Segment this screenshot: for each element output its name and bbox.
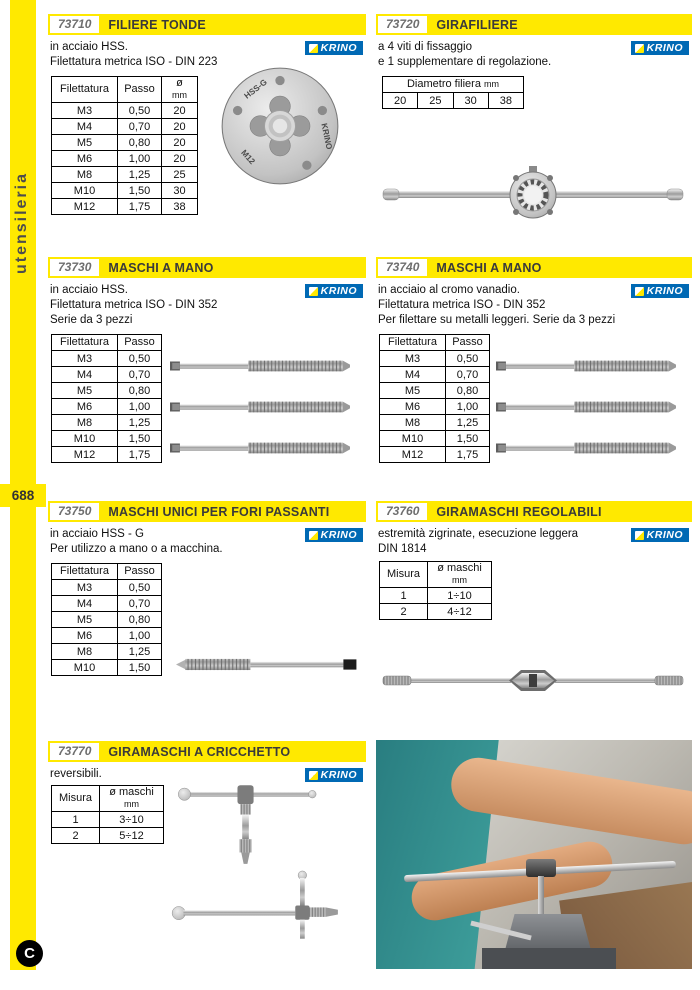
krino-logo [631,528,689,542]
product-card-73710 [48,14,366,246]
table-row [380,604,492,620]
table-cell: 0,80 [118,383,162,399]
krino-icon [309,44,318,53]
table-cell: M10 [52,183,118,199]
table-row [380,399,490,415]
table-cell: 1,75 [118,447,162,463]
table-cell: 20 [162,119,198,135]
product-title: FILIERE TONDE [108,17,206,32]
table-row [52,351,162,367]
product-description [50,40,217,70]
table-row [52,431,162,447]
table-cell: M12 [52,447,118,463]
table-row [52,199,198,215]
col-filettatura: Filettatura [52,77,118,103]
table-cell: 1,75 [118,199,162,215]
table-cell: M10 [52,660,118,676]
table-cell: 1,50 [118,431,162,447]
table-cell: 3÷10 [100,812,164,828]
description-line: in acciaio HSS - G [50,528,144,540]
krino-wordmark: KRINO [646,285,683,297]
table-row [52,367,162,383]
table-cell: M3 [380,351,446,367]
product-code: 73770 [50,743,99,760]
table-cell: M10 [52,431,118,447]
product-code: 73750 [50,503,99,520]
table-cell: 0,70 [118,367,162,383]
product-header [48,257,366,278]
table-cell: 0,50 [118,103,162,119]
table-row [380,431,490,447]
product-header [376,501,692,522]
table-cell: 20 [162,103,198,119]
table-cell: 0,70 [118,119,162,135]
krino-logo [305,284,363,298]
table-cell: M4 [52,367,118,383]
description-line: Filettatura metrica ISO - DIN 223 [50,56,218,68]
krino-wordmark: KRINO [320,285,357,297]
table-cell: M3 [52,580,118,596]
description-line: DIN 1814 [378,543,427,555]
table-cell: 1,00 [118,151,162,167]
table-cell: 2 [380,604,428,620]
col-misura: Misura [52,786,100,812]
col-passo: Passo [118,77,162,103]
col-filettatura: Filettatura [380,335,446,351]
publisher-logo-letter: C [24,945,35,962]
table-cell: M5 [52,612,118,628]
table-cell: M5 [52,383,118,399]
table-cell: 38 [488,93,523,109]
table-cell: 1,50 [118,660,162,676]
table-cell: 20 [162,151,198,167]
publisher-logo [16,940,43,967]
product-header [376,14,692,35]
description-line: e 1 supplementare di regolazione. [378,56,552,68]
product-card-73750 [48,501,366,729]
col-misura: Misura [380,562,428,588]
die-marking-size: M12 [239,148,257,167]
table-cell: M4 [380,367,446,383]
table-cell: 0,50 [446,351,490,367]
krino-icon [635,531,644,540]
description-line: Filettatura metrica ISO - DIN 352 [378,299,546,311]
table-row [52,447,162,463]
table-row [52,628,162,644]
table-cell: 1,25 [446,415,490,431]
table-cell: M3 [52,351,118,367]
krino-logo [631,284,689,298]
table-cell: M10 [380,431,446,447]
table-cell: M4 [52,119,118,135]
table-row [52,828,164,844]
table-row [52,103,198,119]
spec-table [379,334,490,463]
col-passo: Passo [446,335,490,351]
product-card-73720 [376,14,692,246]
table-cell: 1,00 [118,628,162,644]
table-row [52,399,162,415]
table-cell: 0,70 [446,367,490,383]
description-line: in acciaio HSS. [50,284,128,296]
sidebar-category-label: utensileria [13,172,30,275]
table-cell: 5÷12 [100,828,164,844]
table-cell: 2 [52,828,100,844]
product-description [50,527,223,557]
photo-vise-base [482,948,616,969]
table-row [52,812,164,828]
table-row [383,93,524,109]
description-line: Filettatura metrica ISO - DIN 352 [50,299,218,311]
page-number: 688 [11,488,35,503]
product-code: 73760 [378,503,427,520]
table-cell: M12 [52,199,118,215]
product-card-73760 [376,501,692,729]
product-code: 73740 [378,259,427,276]
table-row [380,367,490,383]
tap-illustration [486,439,686,457]
col-filettatura: Filettatura [52,564,118,580]
product-header [48,741,366,762]
krino-icon [309,531,318,540]
tap-illustration [486,357,686,375]
krino-icon [635,287,644,296]
table-cell: M5 [52,135,118,151]
description-line: Serie da 3 pezzi [50,314,133,326]
table-cell: M4 [52,596,118,612]
table-cell: 20 [383,93,418,109]
product-description [378,283,615,328]
spec-table [51,334,162,463]
krino-wordmark: KRINO [320,529,357,541]
col-passo: Passo [118,564,162,580]
description-line: in acciaio al cromo vanadio. [378,284,520,296]
product-title: MASCHI UNICI PER FORI PASSANTI [108,504,330,519]
product-description [50,283,217,328]
table-cell: 1 [380,588,428,604]
krino-logo [305,528,363,542]
table-row [52,183,198,199]
col-diametro-maschi: ø maschi mm [100,786,164,812]
die-marking-brand: KRINO [319,122,334,151]
table-row [52,644,162,660]
table-cell: 0,80 [118,612,162,628]
photo-tap-wrench-chuck [526,859,556,877]
table-cell: M12 [380,447,446,463]
krino-wordmark: KRINO [646,42,683,54]
table-cell: M5 [380,383,446,399]
table-cell: 4÷12 [428,604,492,620]
table-header-row [52,564,162,580]
table-header-row [52,786,164,812]
table-row [52,596,162,612]
table-cell: 30 [162,183,198,199]
krino-icon [309,287,318,296]
table-cell: M8 [52,644,118,660]
product-title: GIRAMASCHI REGOLABILI [436,504,602,519]
product-title: MASCHI A MANO [436,260,542,275]
table-cell: M6 [52,399,118,415]
table-header-row [52,77,198,103]
product-title: GIRAFILIERE [436,17,518,32]
krino-icon [635,44,644,53]
table-cell: 1÷10 [428,588,492,604]
tap-illustration [160,439,360,457]
page-number-box [0,484,46,507]
size-table [51,785,164,844]
product-header [376,257,692,278]
table-cell: 1,25 [118,644,162,660]
table-cell: 0,70 [118,596,162,612]
description-line: a 4 viti di fissaggio [378,41,472,53]
product-title: GIRAMASCHI A CRICCHETTO [108,744,291,759]
table-cell: 1,50 [446,431,490,447]
product-description [50,767,102,782]
table-row [380,447,490,463]
size-table [379,561,492,620]
spec-table [51,563,162,676]
table-row [52,383,162,399]
size-table [382,76,524,109]
col-passo: Passo [118,335,162,351]
spec-table [51,76,198,215]
table-row [52,135,198,151]
krino-wordmark: KRINO [320,42,357,54]
spiral-point-tap-illustration [176,655,362,674]
tap-illustration [486,398,686,416]
application-photo [376,740,692,969]
table-cell: 25 [162,167,198,183]
table-cell: M6 [380,399,446,415]
table-cell: 25 [418,93,453,109]
krino-wordmark: KRINO [646,529,683,541]
product-code: 73710 [50,16,99,33]
table-cell: 1,00 [118,399,162,415]
table-cell: 0,50 [118,580,162,596]
table-cell: 0,50 [118,351,162,367]
table-row [380,588,492,604]
table-row [52,612,162,628]
table-row [52,415,162,431]
table-cell: 1,75 [446,447,490,463]
col-diametro-maschi: ø maschi mm [428,562,492,588]
table-cell: 38 [162,199,198,215]
tap-illustration [160,398,360,416]
krino-wordmark: KRINO [320,769,357,781]
krino-logo [305,41,363,55]
col-filettatura: Filettatura [52,335,118,351]
table-cell: M6 [52,628,118,644]
description-line: estremità zigrinate, esecuzione leggera [378,528,579,540]
table-row [52,119,198,135]
table-header-row [380,335,490,351]
table-row [380,415,490,431]
table-cell: 1,25 [118,415,162,431]
product-code: 73720 [378,16,427,33]
table-header-row [52,335,162,351]
table-cell: M8 [52,415,118,431]
table-cell: 1,00 [446,399,490,415]
table-row [52,580,162,596]
die-marking-hss: HSS-G [242,77,269,101]
table-row [52,151,198,167]
product-header [48,14,366,35]
description-line: in acciaio HSS. [50,41,128,53]
table-cell: 0,80 [446,383,490,399]
table-row [52,167,198,183]
table-row [52,660,162,676]
description-line: Per utilizzo a mano o a macchina. [50,543,223,555]
tap-wrench-illustration [382,659,684,703]
krino-logo [631,41,689,55]
description-line: Per filettare su metalli leggeri. Serie da 3 pezzi [378,314,616,326]
product-description [378,40,551,70]
product-card-73770 [48,741,366,968]
table-cell: M8 [52,167,118,183]
tap-illustration [160,357,360,375]
table-cell: M3 [52,103,118,119]
product-card-73740 [376,257,692,487]
product-code: 73730 [50,259,99,276]
photo-tap [538,876,544,920]
table-cell: 1 [52,812,100,828]
table-row [380,351,490,367]
col-diametro: ø mm [162,77,198,103]
table-cell: 1,50 [118,183,162,199]
product-header [48,501,366,522]
table-cell: M8 [380,415,446,431]
table-cell: M6 [52,151,118,167]
description-line: reversibili. [50,768,102,780]
table-cell: 30 [453,93,488,109]
ratchet-tap-wrench-illustration [166,771,362,951]
table-cell: 0,80 [118,135,162,151]
product-title: MASCHI A MANO [108,260,214,275]
table-cell: 1,25 [118,167,162,183]
col-diametro-filiera: Diametro filiera mm [383,77,524,93]
die-stock-illustration [380,164,686,226]
table-row [380,383,490,399]
product-card-73730 [48,257,366,487]
round-die-illustration [218,64,342,188]
table-header-row [380,562,492,588]
product-description [378,527,578,557]
table-cell: 20 [162,135,198,151]
table-header-row [383,77,524,93]
